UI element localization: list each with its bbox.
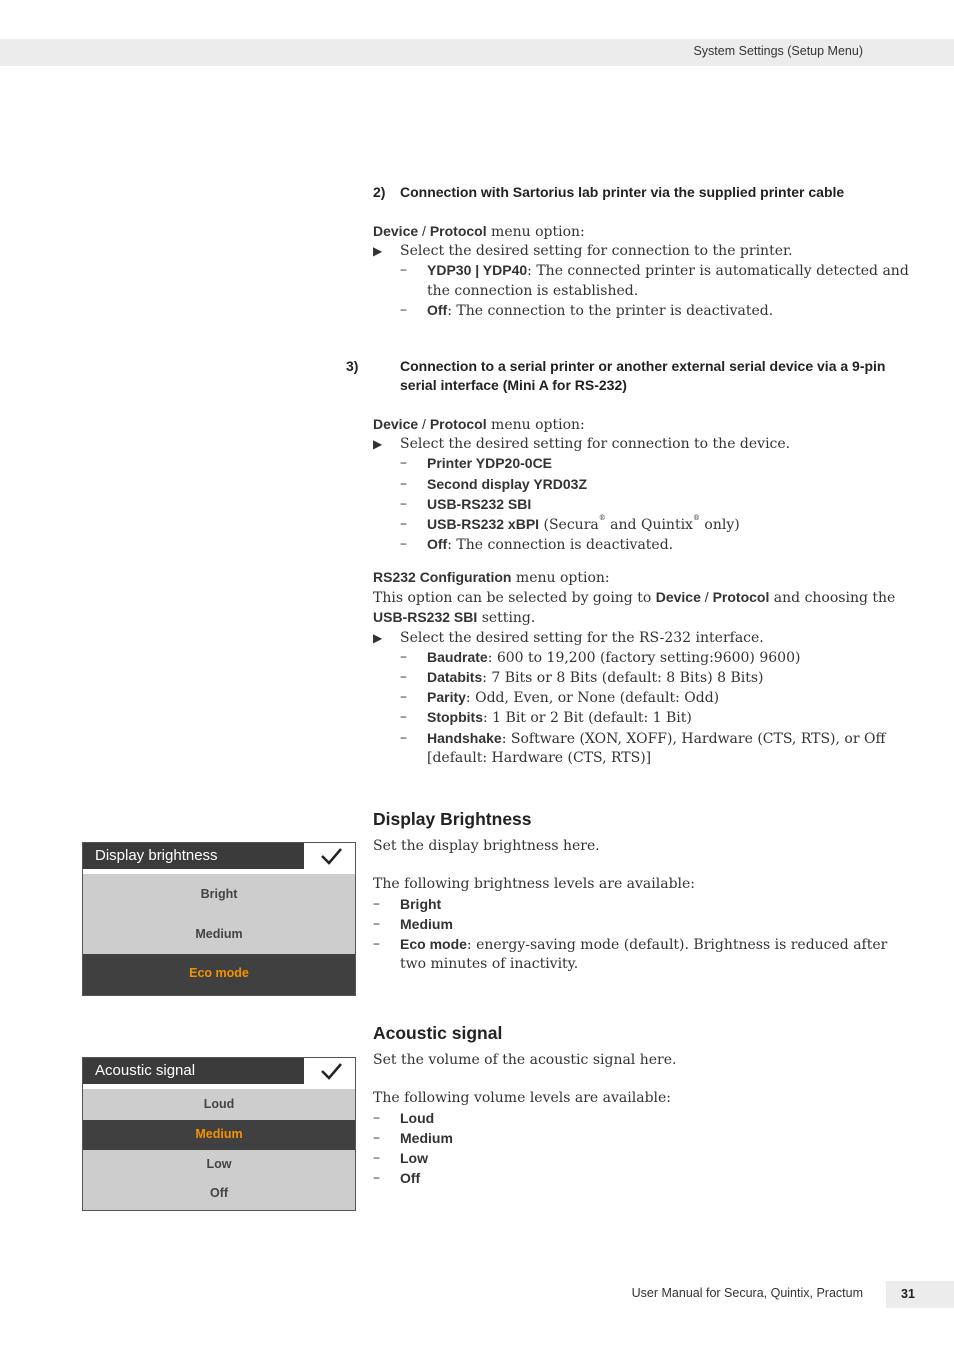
list-item: – Stopbits: 1 Bit or 2 Bit (default: 1 Bit) bbox=[400, 709, 692, 727]
arrow-icon: ▶ bbox=[373, 437, 383, 452]
printer-heading: 2) Connection with Sartorius lab printer via the supplied printer cable bbox=[373, 184, 845, 200]
list-item: – Handshake: Software (XON, XOFF), Hardware (CTS, RTS), or Off [default: Hardware (CTS, RTS)] bbox=[400, 729, 886, 766]
list-item: – USB-RS232 SBI bbox=[400, 495, 532, 512]
header-title: System Settings (Setup Menu) bbox=[693, 44, 863, 58]
brightness-panel-header bbox=[83, 843, 355, 869]
rs232-menu-option: RS232 Configuration menu option: bbox=[373, 569, 610, 586]
acoustic-heading: Acoustic signal bbox=[373, 1023, 503, 1043]
printer-section bbox=[373, 183, 913, 321]
option-medium[interactable]: Medium bbox=[83, 1120, 355, 1150]
list-item: – Off bbox=[373, 1170, 421, 1187]
serial-heading: 3) Connection to a serial printer or another external serial device via a 9-pin serial interface (Mini A for RS-232) bbox=[346, 358, 886, 393]
serial-instruction: ▶ Select the desired setting for connection to the device. bbox=[373, 435, 913, 454]
serial-menu-option: Device / Protocol menu option: bbox=[373, 416, 585, 433]
list-item: – Printer YDP20-0CE bbox=[400, 455, 553, 472]
option-bright[interactable]: Bright bbox=[200, 887, 238, 901]
acoustic-section bbox=[373, 1024, 913, 1189]
list-item: – Second display YRD03Z bbox=[400, 475, 588, 492]
list-item: – Low bbox=[373, 1150, 428, 1167]
brightness-section bbox=[373, 810, 913, 974]
header-bar bbox=[0, 39, 954, 66]
brightness-panel-title: Display brightness bbox=[95, 847, 218, 864]
printer-instruction: ▶ Select the desired setting for connection to the printer. bbox=[373, 242, 913, 261]
list-item: – Databits: 7 Bits or 8 Bits (default: 8 Bits) 8 Bits) bbox=[400, 669, 764, 687]
page-number-box bbox=[886, 1281, 954, 1308]
checkmark-icon[interactable] bbox=[304, 843, 355, 869]
list-item: – USB-RS232 xBPI (Secura® and Quintix® only) bbox=[400, 514, 740, 534]
option-off[interactable]: Off bbox=[209, 1186, 229, 1200]
list-item: – YDP30 | YDP40: The connected printer is automatically detected and the connection is established. bbox=[400, 262, 909, 299]
list-item: – Medium bbox=[373, 915, 453, 932]
arrow-icon: ▶ bbox=[373, 630, 383, 645]
serial-section bbox=[346, 357, 913, 555]
brightness-intro: Set the display brightness here. bbox=[373, 838, 600, 855]
acoustic-panel-header bbox=[83, 1058, 355, 1084]
acoustic-panel bbox=[82, 1057, 356, 1211]
printer-menu-option: Device / Protocol menu option: bbox=[373, 223, 585, 240]
option-low[interactable]: Low bbox=[206, 1157, 232, 1171]
brightness-heading: Display Brightness bbox=[373, 809, 532, 829]
arrow-icon: ▶ bbox=[373, 244, 383, 259]
acoustic-panel-title: Acoustic signal bbox=[95, 1062, 196, 1079]
brightness-levels-intro: The following brightness levels are available: bbox=[373, 876, 696, 893]
list-item: – Baudrate: 600 to 19,200 (factory setting:9600) 9600) bbox=[400, 648, 801, 666]
rs232-description: This option can be selected by going to Device / Protocol and choosing the USB-RS232 SBI setting. bbox=[373, 589, 896, 627]
list-item: – Medium bbox=[373, 1129, 453, 1146]
acoustic-intro: Set the volume of the acoustic signal here. bbox=[373, 1052, 677, 1069]
list-item: – Off: The connection to the printer is deactivated. bbox=[400, 301, 774, 319]
checkmark-icon[interactable] bbox=[304, 1058, 355, 1084]
rs232-section bbox=[373, 568, 913, 768]
list-item: – Bright bbox=[373, 895, 442, 912]
list-item: – Off: The connection is deactivated. bbox=[400, 536, 674, 554]
option-eco-mode[interactable]: Eco mode bbox=[83, 954, 355, 995]
page-number: 31 bbox=[901, 1287, 915, 1301]
list-item: – Eco mode: energy-saving mode (default). Brightness is reduced after two minutes of inactivity. bbox=[373, 936, 888, 973]
option-medium[interactable]: Medium bbox=[195, 927, 243, 941]
list-item: – Loud bbox=[373, 1109, 435, 1126]
footer-text: User Manual for Secura, Quintix, Practum bbox=[631, 1286, 863, 1300]
list-item: – Parity: Odd, Even, or None (default: Odd) bbox=[400, 689, 720, 707]
acoustic-levels-intro: The following volume levels are available: bbox=[373, 1090, 672, 1107]
rs232-instruction: ▶ Select the desired setting for the RS-232 interface. bbox=[373, 629, 913, 648]
option-loud[interactable]: Loud bbox=[203, 1097, 235, 1111]
brightness-panel bbox=[82, 842, 356, 996]
